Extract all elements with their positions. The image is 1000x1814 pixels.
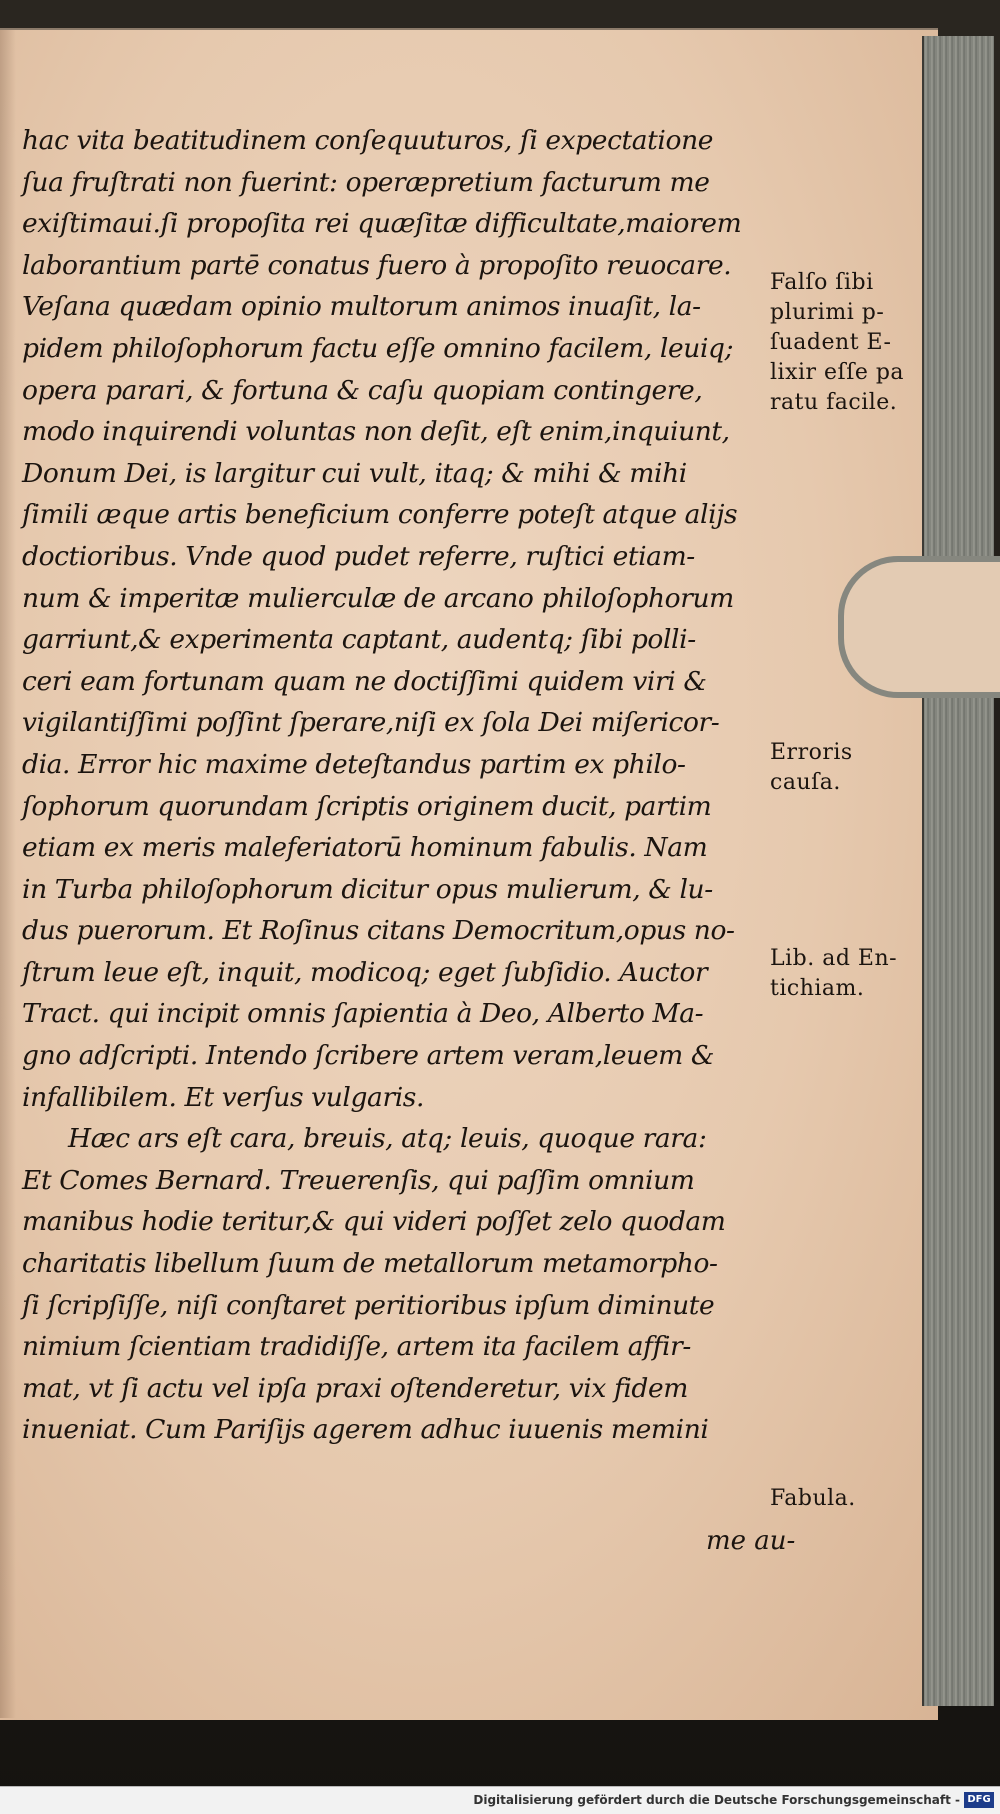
marginal-note-fabula <box>770 1484 920 1514</box>
text-line: doctioribus. Vnde quod pudet referre, ruſtici etiam- <box>22 540 695 572</box>
text-line: charitatis libellum ſuum de metallorum metamorpho- <box>22 1248 718 1280</box>
text-line: laborantium partē conatus fuero à propoſito reuocare. <box>22 249 732 281</box>
marginal-note-lib <box>770 944 920 1004</box>
marginal-line: Falſo ſibi <box>770 270 874 295</box>
dfg-logo-icon[interactable]: DFG <box>964 1792 994 1808</box>
marginal-line: lixir eſſe pa <box>770 360 905 385</box>
marginal-line: Lib. ad En- <box>770 946 898 971</box>
text-line: Donum Dei, is largitur cui vult, itaq; & mihi & mihi <box>22 457 687 489</box>
text-line: num & imperitæ mulierculæ de arcano philoſophorum <box>22 582 734 614</box>
text-line: Et Comes Bernard. Treuerenſis, qui paſſim omnium <box>22 1164 695 1196</box>
catchword: me au- <box>706 1526 796 1556</box>
marginal-line: cauſa. <box>770 770 841 795</box>
text-line: ſi ſcripſiſſe, niſi conſtaret peritioribus ipſum diminute <box>22 1289 715 1321</box>
text-line: modo inquirendi voluntas non deſit, eſt enim,inquiunt, <box>22 416 730 448</box>
footer-credit: Digitalisierung gefördert durch die Deutsche Forschungsgemeinschaft - <box>473 1793 960 1807</box>
marginal-note-falso <box>770 268 920 418</box>
text-line: Tract. qui incipit omnis ſapientia à Deo, Alberto Ma- <box>22 998 704 1030</box>
text-line: manibus hodie teritur,& qui videri poſſet zelo quodam <box>22 1206 726 1238</box>
marginal-line: Erroris <box>770 740 853 765</box>
text-line: vigilantiſſimi poſſint ſperare,niſi ex ſola Dei miſericor- <box>22 707 720 739</box>
text-line: pidem philoſophorum factu eſſe omnino facilem, leuiq; <box>22 332 734 364</box>
text-line: ſimili æque artis beneficium conferre poteſt atque alijs <box>22 499 738 531</box>
gutter-shadow <box>0 30 16 1718</box>
text-line: garriunt,& experimenta captant, audentq; ſibi polli- <box>22 624 696 656</box>
text-line: gno adſcripti. Intendo ſcribere artem veram,leuem & <box>22 1040 715 1072</box>
text-line: ſophorum quorundam ſcriptis originem ducit, partim <box>22 790 712 822</box>
text-line: nimium ſcientiam tradidiſſe, artem ita facilem affir- <box>22 1331 691 1363</box>
page-edges <box>922 36 994 1706</box>
text-line: mat, vt ſi actu vel ipſa praxi oſtenderetur, vix fidem <box>22 1372 689 1404</box>
digitization-footer <box>0 1786 1000 1814</box>
text-line: dia. Error hic maxime deteſtandus partim ex philo- <box>22 748 686 780</box>
text-line: ſua fruſtrati non fuerint: operæpretium facturum me <box>22 166 710 198</box>
bookmark-clip <box>838 556 1000 698</box>
marginal-note-erroris <box>770 738 920 798</box>
text-line: hac vita beatitudinem conſequuturos, ſi expectatione <box>22 125 714 156</box>
text-line: ceri eam fortunam quam ne doctiſſimi quidem viri & <box>22 665 707 697</box>
text-line: infallibilem. Et verſus vulgaris. <box>22 1081 425 1113</box>
text-line: in Turba philoſophorum dicitur opus mulierum, & lu- <box>22 873 713 905</box>
marginal-line: ſuadent E- <box>770 330 892 355</box>
verse-line: Hæc ars eſt cara, breuis, atq; leuis, quoque rara: <box>68 1123 707 1155</box>
marginal-line: plurimi p- <box>770 300 885 325</box>
text-line: inueniat. Cum Pariſijs agerem adhuc iuuenis memini <box>22 1414 709 1446</box>
marginal-line: ratu facile. <box>770 390 898 415</box>
marginal-line: Fabula. <box>770 1486 856 1511</box>
text-line: Veſana quædam opinio multorum animos inuaſit, la- <box>22 291 701 323</box>
text-line: opera parari, & fortuna & caſu quopiam contingere, <box>22 374 703 406</box>
main-text <box>22 120 762 1451</box>
text-line: exiſtimaui.ſi propoſita rei quæſitæ difficultate,maiorem <box>22 208 742 240</box>
text-line: etiam ex meris maleferiatorū hominum fabulis. Nam <box>22 832 708 864</box>
marginal-line: tichiam. <box>770 976 865 1001</box>
text-line: dus puerorum. Et Roſinus citans Democritum,opus no- <box>22 915 735 947</box>
text-line: ſtrum leue eſt, inquit, modicoq; eget ſubſidio. Auctor <box>22 956 708 988</box>
